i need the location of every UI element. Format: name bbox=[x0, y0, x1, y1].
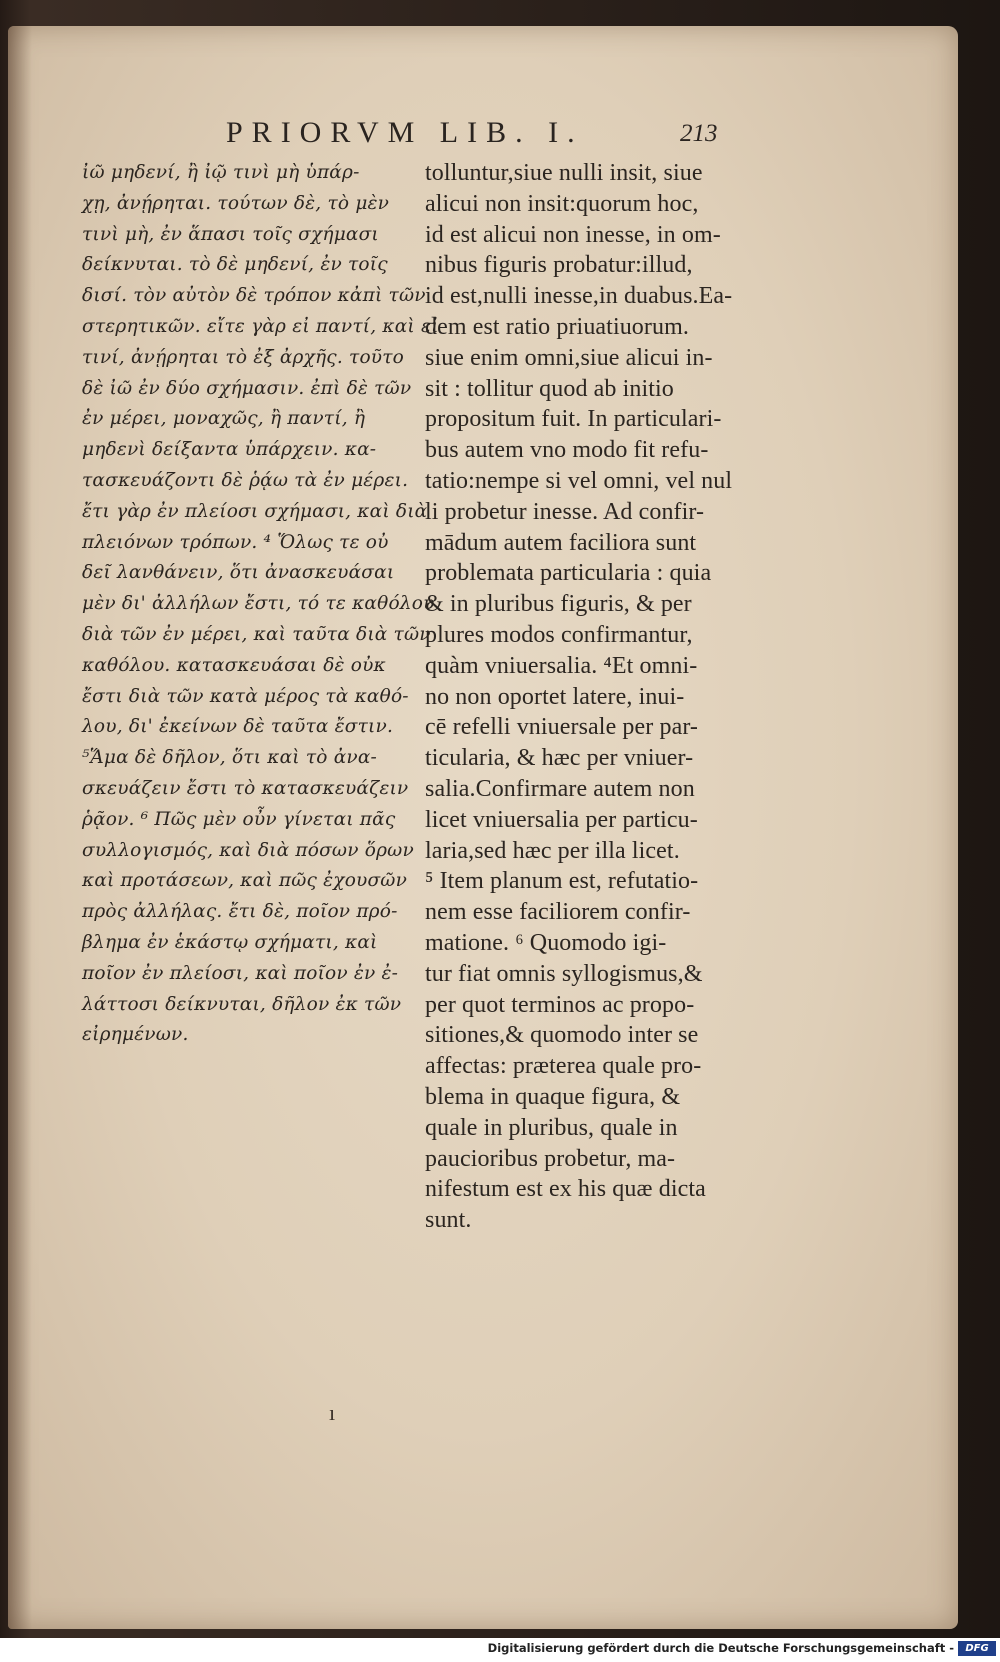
latin-text-line: li probetur inesse. Ad confir- bbox=[425, 498, 705, 525]
latin-text-line: sit : tollitur quod ab initio bbox=[425, 375, 674, 402]
greek-text-line: μὲν δι' ἀλλήλων ἔστι, τό τε καθόλου bbox=[82, 593, 435, 615]
greek-text-line: πλειόνων τρόπων. ⁴ Ὅλως τε οὐ bbox=[82, 531, 389, 553]
greek-text-line: δισί. τὸν αὐτὸν δὲ τρόπον κἀπὶ τῶν bbox=[82, 285, 426, 307]
latin-text-line: & in pluribus figuris, & per bbox=[425, 591, 692, 618]
greek-text-line: ἔτι γὰρ ἐν πλείοσι σχήμασι, καὶ διὰ bbox=[82, 500, 428, 522]
latin-text-line: per quot terminos ac propo- bbox=[425, 991, 695, 1018]
latin-text-line: laria,sed hæc per illa licet. bbox=[425, 837, 680, 864]
latin-text-line: sitiones,& quomodo inter se bbox=[425, 1022, 699, 1049]
greek-text-line: διὰ τῶν ἐν μέρει, καὶ ταῦτα διὰ τῶν bbox=[82, 623, 431, 645]
greek-text-line: ποῖον ἐν πλείοσι, καὶ ποῖον ἐν ἐ- bbox=[82, 962, 399, 984]
latin-text-line: blema in quaque figura, & bbox=[425, 1083, 681, 1110]
latin-text-line: plures modos confirmantur, bbox=[425, 621, 693, 648]
latin-text-line: tolluntur,siue nulli insit, siue bbox=[425, 160, 703, 186]
latin-text-line: id est alicui non inesse, in om- bbox=[425, 221, 721, 248]
greek-text-line: χῃ, ἀνῄρηται. τούτων δὲ, τὸ μὲν bbox=[82, 192, 390, 214]
greek-text-line: τασκευάζοντι δὲ ῥᾴω τὰ ἐν μέρει. bbox=[82, 469, 409, 491]
greek-text-line: συλλογισμός, καὶ διὰ πόσων ὅρων bbox=[82, 839, 414, 861]
latin-text-line: paucioribus probetur, ma- bbox=[425, 1145, 676, 1172]
latin-text-line: salia.Confirmare autem non bbox=[425, 775, 695, 802]
greek-text-line: δεῖ λανθάνειν, ὅτι ἀνασκευάσαι bbox=[82, 562, 395, 584]
page-number: 213 bbox=[680, 120, 718, 147]
latin-text-line: matione. ⁶ Quomodo igi- bbox=[425, 929, 667, 956]
greek-text-line: στερητικῶν. εἴτε γὰρ εἰ παντί, καὶ εἰ bbox=[82, 315, 439, 337]
greek-text-column bbox=[82, 158, 439, 1051]
latin-text-line: nibus figuris probatur:illud, bbox=[425, 252, 693, 279]
latin-text-line: licet vniuersalia per particu- bbox=[425, 806, 698, 833]
latin-text-line: problemata particularia : quia bbox=[425, 560, 712, 587]
greek-text-line: εἰρημένων. bbox=[82, 1024, 189, 1046]
greek-text-line: βλημα ἐν ἑκάστῳ σχήματι, καὶ bbox=[82, 931, 378, 953]
latin-text-line: sunt. bbox=[425, 1207, 472, 1234]
greek-text-line: λάττοσι δείκνυται, δῆλον ἐκ τῶν bbox=[82, 993, 402, 1015]
greek-text-line: μηδενὶ δείξαντα ὑπάρχειν. κα- bbox=[82, 439, 377, 461]
greek-text-line: τινὶ μὴ, ἐν ἅπασι τοῖς σχήμασι bbox=[82, 223, 379, 245]
latin-text-line: nifestum est ex his quæ dicta bbox=[425, 1176, 706, 1203]
digitization-footer bbox=[0, 1638, 1000, 1662]
greek-text-line: σκευάζειν ἔστι τὸ κατασκευάζειν bbox=[82, 777, 409, 799]
latin-text-line: ⁵ Item planum est, refutatio- bbox=[425, 868, 699, 895]
greek-text-line: πρὸς ἀλλήλας. ἔτι δὲ, ποῖον πρό- bbox=[82, 901, 398, 923]
greek-text-line: ἔστι διὰ τῶν κατὰ μέρος τὰ καθό- bbox=[82, 685, 409, 707]
greek-text-line: ἐν μέρει, μοναχῶς, ἢ παντί, ἢ bbox=[82, 408, 366, 430]
greek-text-line: καθόλου. κατασκευάσαι δὲ οὐκ bbox=[82, 654, 386, 676]
greek-text-line: λου, δι' ἐκείνων δὲ ταῦτα ἔστιν. bbox=[82, 716, 394, 738]
latin-text-line: quàm vniuersalia. ⁴Et omni- bbox=[425, 652, 698, 679]
dfg-logo: DFG bbox=[958, 1641, 996, 1656]
latin-text-line: dem est ratio priuatiuorum. bbox=[425, 313, 689, 340]
footer-credit: Digitalisierung gefördert durch die Deutsche Forschungsgemeinschaft - bbox=[487, 1641, 954, 1655]
latin-text-line: bus autem vno modo fit refu- bbox=[425, 437, 709, 464]
latin-text-line: no non oportet latere, inui- bbox=[425, 683, 685, 710]
printer-mark: ı bbox=[329, 1400, 336, 1425]
greek-text-line: δὲ ἰῶ ἐν δύο σχήμασιν. ἐπὶ δὲ τῶν bbox=[82, 377, 412, 399]
latin-text-column bbox=[425, 158, 763, 1236]
latin-text-line: tur fiat omnis syllogismus,& bbox=[425, 960, 703, 987]
latin-text-line: id est,nulli inesse,in duabus.Ea- bbox=[425, 283, 733, 310]
greek-text-line: δείκνυται. τὸ δὲ μηδενί, ἐν τοῖς bbox=[82, 254, 388, 276]
greek-text-line: ῥᾷον. ⁶ Πῶς μὲν οὖν γίνεται πᾶς bbox=[82, 808, 396, 830]
greek-text-line: ἰῶ μηδενί, ἢ ἰῷ τινὶ μὴ ὑπάρ- bbox=[82, 162, 360, 183]
latin-text-line: propositum fuit. In particulari- bbox=[425, 406, 722, 433]
latin-text-line: cē refelli vniuersale per par- bbox=[425, 714, 699, 741]
greek-text-line: ⁵Ἅμα δὲ δῆλον, ὅτι καὶ τὸ ἀνα- bbox=[82, 747, 377, 769]
greek-text-line: καὶ προτάσεων, καὶ πῶς ἐχουσῶν bbox=[82, 870, 408, 892]
latin-text-line: affectas: præterea quale pro- bbox=[425, 1053, 702, 1080]
latin-text-line: siue enim omni,siue alicui in- bbox=[425, 344, 713, 371]
latin-text-line: quale in pluribus, quale in bbox=[425, 1114, 678, 1141]
latin-text-line: nem esse faciliorem confir- bbox=[425, 899, 691, 926]
latin-text-line: ticularia, & hæc per vniuer- bbox=[425, 745, 694, 772]
latin-text-line: mādum autem faciliora sunt bbox=[425, 529, 697, 556]
greek-text-line: τινί, ἀνῄρηται τὸ ἐξ ἀρχῆς. τοῦτο bbox=[82, 346, 405, 368]
latin-text-line: alicui non insit:quorum hoc, bbox=[425, 190, 699, 217]
latin-text-line: tatio:nempe si vel omni, vel nul bbox=[425, 467, 733, 494]
running-head: PRIORVM LIB. I. bbox=[226, 116, 584, 149]
